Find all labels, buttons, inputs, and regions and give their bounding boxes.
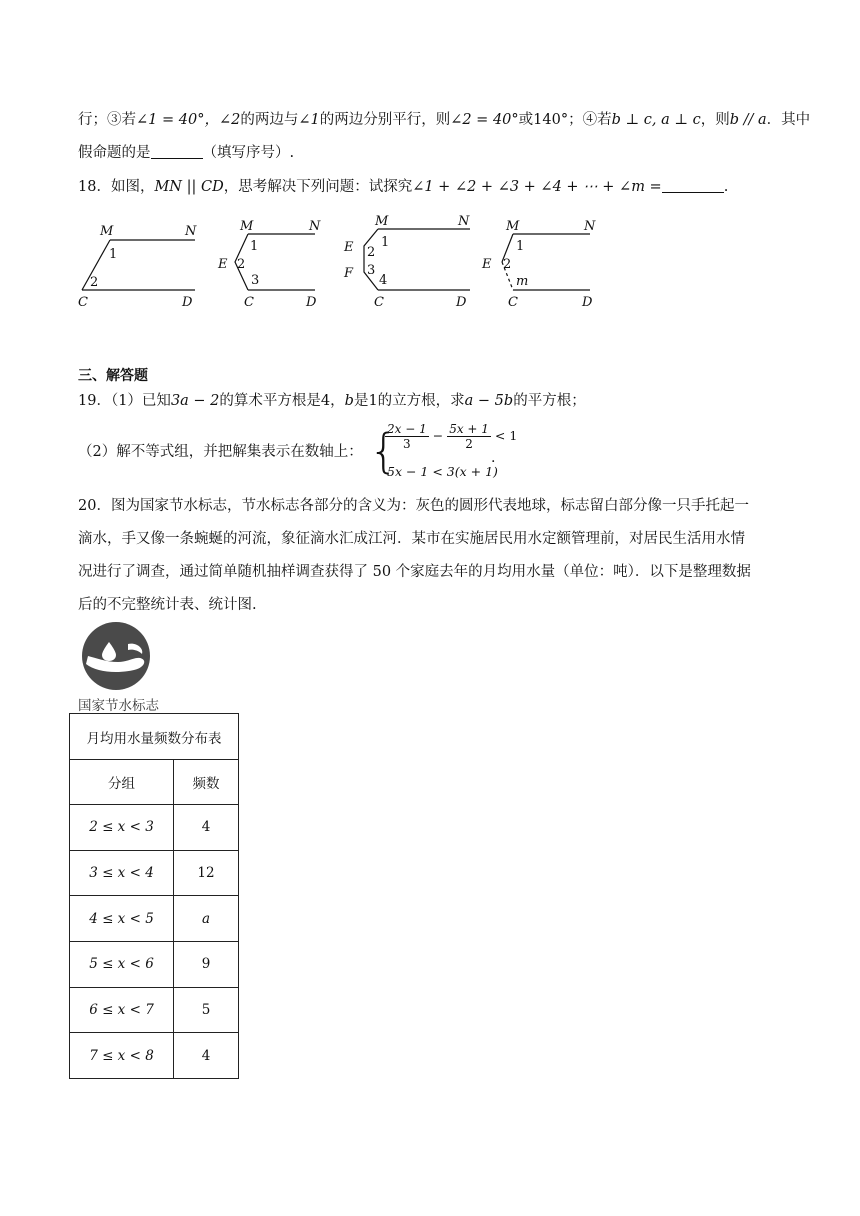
inequality-2: 5x − 1 < 3(x + 1) bbox=[387, 464, 498, 479]
q20-line3: 况进行了调查，通过简单随机抽样调查获得了 50 个家庭去年的月均用水量（单位：吨）．以下是整理数据 bbox=[78, 564, 751, 580]
q20-line2: 滴水，手又像一条蜿蜒的河流，象征滴水汇成江河．某市在实施居民用水定额管理前，对居民生活用水情 bbox=[78, 531, 745, 547]
fig4-label-C: C bbox=[508, 295, 518, 310]
water-drop-hand-icon bbox=[78, 620, 154, 692]
q17-text: 或 bbox=[518, 112, 534, 128]
fig1-label-M: M bbox=[100, 224, 114, 239]
fraction-1 bbox=[385, 422, 429, 451]
logo-caption: 国家节水标志 bbox=[78, 698, 159, 714]
q19-text: 的立方根，求 bbox=[377, 393, 465, 409]
group-range: 3 ≤ x < 4 bbox=[89, 865, 154, 882]
fraction-2 bbox=[447, 422, 491, 451]
q20-line1: 20．图为国家节水标志，节水标志各部分的含义为：灰色的圆形代表地球，标志留白部分像一只手托起一 bbox=[78, 498, 749, 514]
q17-line2 bbox=[78, 143, 294, 163]
section-heading: 三、解答题 bbox=[78, 368, 148, 384]
fig2-label-M: M bbox=[240, 219, 254, 234]
q19-math: a − 5b bbox=[464, 393, 514, 409]
fraction-2-denominator: 2 bbox=[465, 437, 473, 451]
fig2-angle-3: 3 bbox=[251, 273, 260, 288]
fraction-1-numerator: 2x − 1 bbox=[387, 422, 427, 436]
fig3-label-M: M bbox=[375, 214, 389, 229]
fig2-label-D: D bbox=[306, 295, 317, 310]
q19-text: 的算术平方根是 bbox=[219, 393, 321, 409]
header-group: 分组 bbox=[70, 760, 174, 805]
q17-math: ∠1 = 40°，∠2 bbox=[136, 112, 241, 128]
q17-text: 的两边与 bbox=[240, 112, 299, 128]
fig3-angle-2: 2 bbox=[367, 245, 376, 260]
q18-text: 18．如图， bbox=[78, 179, 155, 195]
q19-text: （2）解不等式组，并把解集表示在数轴上： bbox=[78, 444, 363, 460]
q18-math: MN || CD bbox=[154, 179, 224, 195]
fig3-label-C: C bbox=[374, 295, 384, 310]
q20-line4: 后的不完整统计表、统计图. bbox=[78, 597, 257, 613]
fig4-angle-2: 2 bbox=[503, 257, 512, 272]
cell-group bbox=[70, 896, 174, 942]
q19-math: 1 bbox=[368, 393, 378, 409]
fig1-label-N: N bbox=[185, 224, 197, 239]
fig1-label-C: C bbox=[78, 295, 88, 310]
inequality-rhs: < 1 bbox=[494, 428, 518, 443]
q19-text: 的平方根； bbox=[513, 393, 586, 409]
fraction-1-denominator: 3 bbox=[403, 437, 411, 451]
table-title: 月均用水量频数分布表 bbox=[70, 714, 239, 760]
fig2-angle-1: 1 bbox=[250, 239, 259, 254]
q18-text: ，思考解决下列问题：试探究 bbox=[223, 179, 413, 195]
cell-group bbox=[70, 805, 174, 851]
q17-math: ∠1 bbox=[298, 112, 320, 128]
inequality-end: . bbox=[491, 450, 496, 466]
q17-text: 行；③若 bbox=[78, 112, 136, 128]
cell-group bbox=[70, 1033, 174, 1079]
cell-frequency: 4 bbox=[174, 805, 239, 851]
fig1-angle-1: 1 bbox=[109, 247, 118, 262]
group-range: 6 ≤ x < 7 bbox=[89, 1002, 154, 1019]
fig2-angle-2: 2 bbox=[237, 257, 246, 272]
fig4-label-D: D bbox=[582, 295, 593, 310]
q17-line1 bbox=[78, 110, 810, 130]
fig4-angle-m: m bbox=[516, 274, 529, 289]
q18-line bbox=[78, 177, 728, 197]
left-brace: { bbox=[369, 424, 399, 478]
fig4-label-E: E bbox=[482, 257, 492, 272]
fig4-label-N: N bbox=[584, 219, 596, 234]
q17-text: （填写序号）. bbox=[202, 145, 295, 161]
table-row bbox=[70, 850, 239, 896]
table-row bbox=[70, 942, 239, 988]
q19-text: ， bbox=[330, 393, 345, 409]
group-range: 4 ≤ x < 5 bbox=[89, 910, 154, 927]
fig1-angle-2: 2 bbox=[90, 275, 99, 290]
group-range: 7 ≤ x < 8 bbox=[89, 1047, 154, 1064]
q17-math: b ⊥ c, a ⊥ c bbox=[611, 112, 701, 128]
fig3-angle-4: 4 bbox=[379, 273, 388, 288]
fig1-label-D: D bbox=[182, 295, 193, 310]
fig3-angle-1: 1 bbox=[381, 235, 390, 250]
q19-math: b bbox=[344, 393, 354, 409]
fig2-label-E: E bbox=[218, 257, 228, 272]
water-saving-logo bbox=[78, 620, 170, 696]
q17-math: b // a bbox=[729, 112, 767, 128]
group-range: 2 ≤ x < 3 bbox=[89, 819, 154, 836]
group-range: 5 ≤ x < 6 bbox=[89, 956, 154, 973]
minus-sign: − bbox=[432, 428, 444, 443]
cell-frequency: 5 bbox=[174, 987, 239, 1033]
q19-text: 19．（1）已知 bbox=[78, 393, 171, 409]
q18-text: . bbox=[723, 179, 729, 195]
inequality-system bbox=[369, 422, 519, 484]
cell-group bbox=[70, 987, 174, 1033]
fig3-label-N: N bbox=[458, 214, 470, 229]
figure-2 bbox=[235, 234, 315, 290]
fig2-label-C: C bbox=[244, 295, 254, 310]
answer-blank bbox=[151, 144, 203, 159]
q17-text: ．其中 bbox=[766, 112, 811, 128]
table-row bbox=[70, 896, 239, 942]
header-frequency: 频数 bbox=[174, 760, 239, 805]
inequality-1 bbox=[385, 422, 517, 451]
q18-math: ∠1 + ∠2 + ∠3 + ∠4 + ⋯ + ∠m = bbox=[412, 179, 662, 195]
q17-text: 的两边分别平行，则 bbox=[319, 112, 451, 128]
q17-math: ∠2 = 40° bbox=[450, 112, 519, 128]
cell-frequency bbox=[174, 896, 239, 942]
unknown-frequency: a bbox=[201, 910, 211, 927]
q19-part2 bbox=[78, 442, 363, 462]
fig2-label-N: N bbox=[309, 219, 321, 234]
cell-frequency: 4 bbox=[174, 1033, 239, 1079]
parallel-lines-figures bbox=[70, 212, 630, 312]
figure-1 bbox=[82, 240, 195, 290]
q17-text: 假命题的是 bbox=[78, 145, 151, 161]
cell-group bbox=[70, 942, 174, 988]
table-title-row bbox=[70, 714, 239, 760]
fraction-2-numerator: 5x + 1 bbox=[449, 422, 489, 436]
fig4-angle-1: 1 bbox=[516, 239, 525, 254]
table-row bbox=[70, 805, 239, 851]
q19-text: 是 bbox=[353, 393, 369, 409]
q19-math: 3a − 2 bbox=[170, 393, 220, 409]
fig4-label-M: M bbox=[506, 219, 520, 234]
fig3-label-E: E bbox=[344, 240, 354, 255]
fig3-label-D: D bbox=[456, 295, 467, 310]
fig3-angle-3: 3 bbox=[367, 263, 376, 278]
q17-text: ，则 bbox=[700, 112, 730, 128]
fig3-label-F: F bbox=[344, 266, 354, 281]
table-header-row bbox=[70, 760, 239, 805]
cell-frequency: 9 bbox=[174, 942, 239, 988]
q17-math: 140° bbox=[533, 112, 569, 128]
q19-math: 4 bbox=[320, 393, 331, 409]
q19-part1 bbox=[78, 391, 586, 411]
table-row bbox=[70, 1033, 239, 1079]
answer-blank bbox=[662, 178, 724, 193]
frequency-table bbox=[69, 713, 239, 1079]
q17-text: ；④若 bbox=[568, 112, 612, 128]
cell-frequency: 12 bbox=[174, 850, 239, 896]
table-row bbox=[70, 987, 239, 1033]
cell-group bbox=[70, 850, 174, 896]
